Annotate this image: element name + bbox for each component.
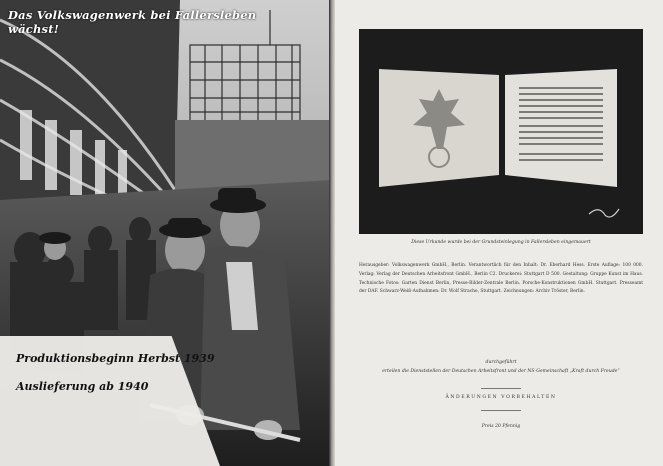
- imprint-paragraph: Herausgeber: Volkswagenwerk GmbH., Berlin. Verantwortlich für den Inhalt: Dr. Eberhard Hess. Erste Auflage: 100 000. Verlag: Verlag der Deutschen Arbeitsfront GmbH., Berlin C2. Druckerei: Stuttgart D 500. Gestaltung: Gruppe Kunst im Haus. Technische Fotos: Garten Dienst Berlin, Presse-Bilder-Zentrale Berlin. Porsche-Konstruktionen GmbH. Stuttgart. Presseamt der DAF. Schwarz-Weiß-Aufnahmen: Dr. Wolf Strache, Stuttgart. Zeichnungen: Archiv Tröster, Berlin.: [359, 263, 643, 295]
- right-page: [331, 0, 663, 466]
- divider-rule: [481, 388, 521, 389]
- issued-by-heading: durchgeführt: [485, 360, 517, 365]
- left-page: [0, 0, 331, 466]
- delivery-text: Auslieferung ab 1940: [16, 380, 149, 393]
- document-plates-illustration: [359, 29, 643, 234]
- divider-rule: [481, 410, 521, 411]
- production-start-text: Produktionsbeginn Herbst 1939: [16, 352, 215, 365]
- price-text: Preis 20 Pfennig: [481, 424, 521, 429]
- headline: Das Volkswagenwerk bei Fallersleben wächst!: [8, 8, 257, 36]
- founding-document-photo: [359, 29, 643, 234]
- photo-caption: Diese Urkunde wurde bei der Grundsteinlegung in Fallersleben eingemauert: [411, 240, 591, 245]
- issued-by-text: erteilen die Dienststellen der Deutschen Arbeitsfront und der NS-Gemeinschaft „Kraft durch Freude“: [382, 369, 620, 374]
- page-gutter: [329, 0, 335, 466]
- rights-reserved: ÄNDERUNGEN VORBEHALTEN: [445, 395, 557, 400]
